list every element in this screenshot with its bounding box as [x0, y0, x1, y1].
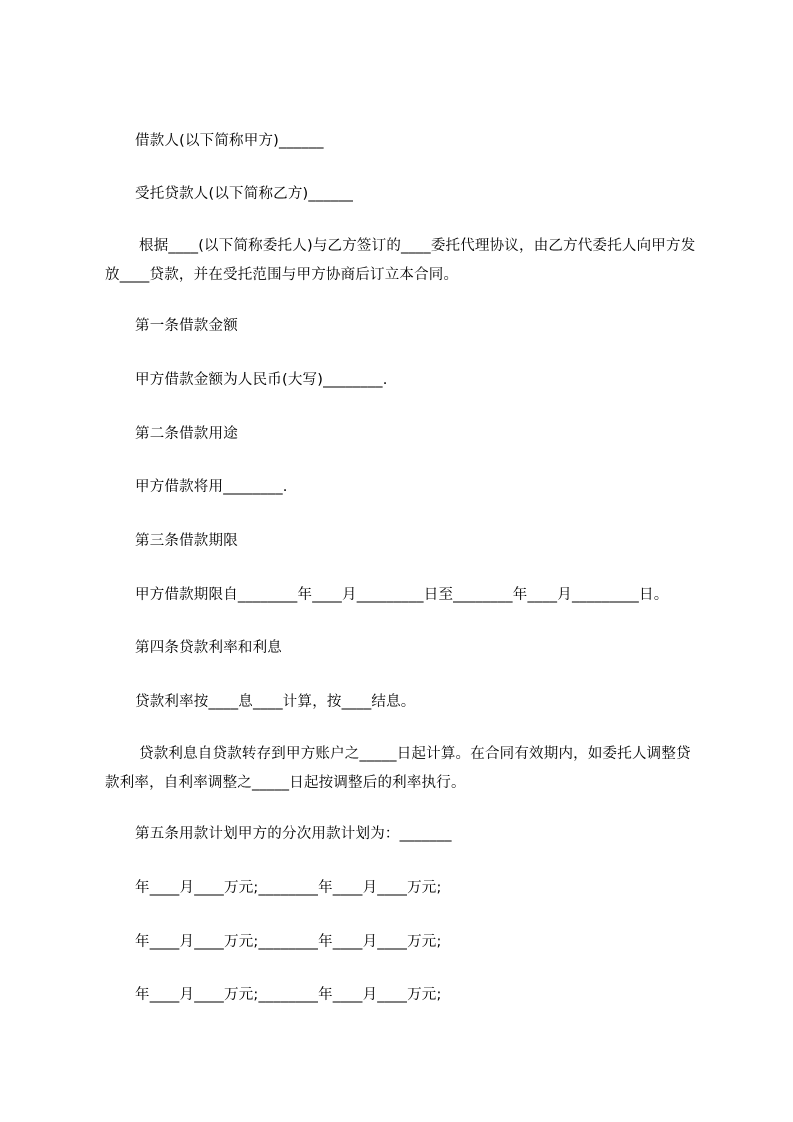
article-4-body-2 [105, 740, 705, 798]
article-1-body: 甲方借款金额为人民币(大写)________. [135, 372, 388, 388]
article-1-title: 第一条借款金额 [135, 318, 238, 334]
article-2-title: 第二条借款用途 [135, 426, 238, 442]
lender-line: 受托贷款人(以下简称乙方)______ [135, 186, 354, 202]
borrower-line: 借款人(以下简称甲方)______ [135, 133, 324, 149]
article-3-title: 第三条借款期限 [135, 533, 238, 549]
preamble-paragraph [105, 232, 705, 290]
article-2-body: 甲方借款将用________. [135, 479, 288, 495]
plan-row-2: 年____月____万元;________年____月____万元; [135, 934, 442, 950]
article-4-body-2-text: 贷款利息自贷款转存到甲方账户之_____日起计算。在合同有效期内，如委托人调整贷款利率，自利率调整之_____日起按调整后的利率执行。 [105, 746, 691, 791]
article-4-title: 第四条贷款利率和利息 [135, 640, 282, 656]
plan-row-3: 年____月____万元;________年____月____万元; [135, 987, 442, 1003]
article-5-title: 第五条用款计划甲方的分次用款计划为：_______ [135, 826, 452, 842]
preamble-text: 根据____(以下简称委托人)与乙方签订的____委托代理协议，由乙方代委托人向甲方发放____贷款，并在受托范围与甲方协商后订立本合同。 [105, 238, 696, 283]
article-4-body-1: 贷款利率按____息____计算，按____结息。 [135, 694, 416, 710]
plan-row-1: 年____月____万元;________年____月____万元; [135, 880, 442, 896]
article-3-body: 甲方借款期限自________年____月_________日至________年____月_________日。 [135, 587, 669, 603]
